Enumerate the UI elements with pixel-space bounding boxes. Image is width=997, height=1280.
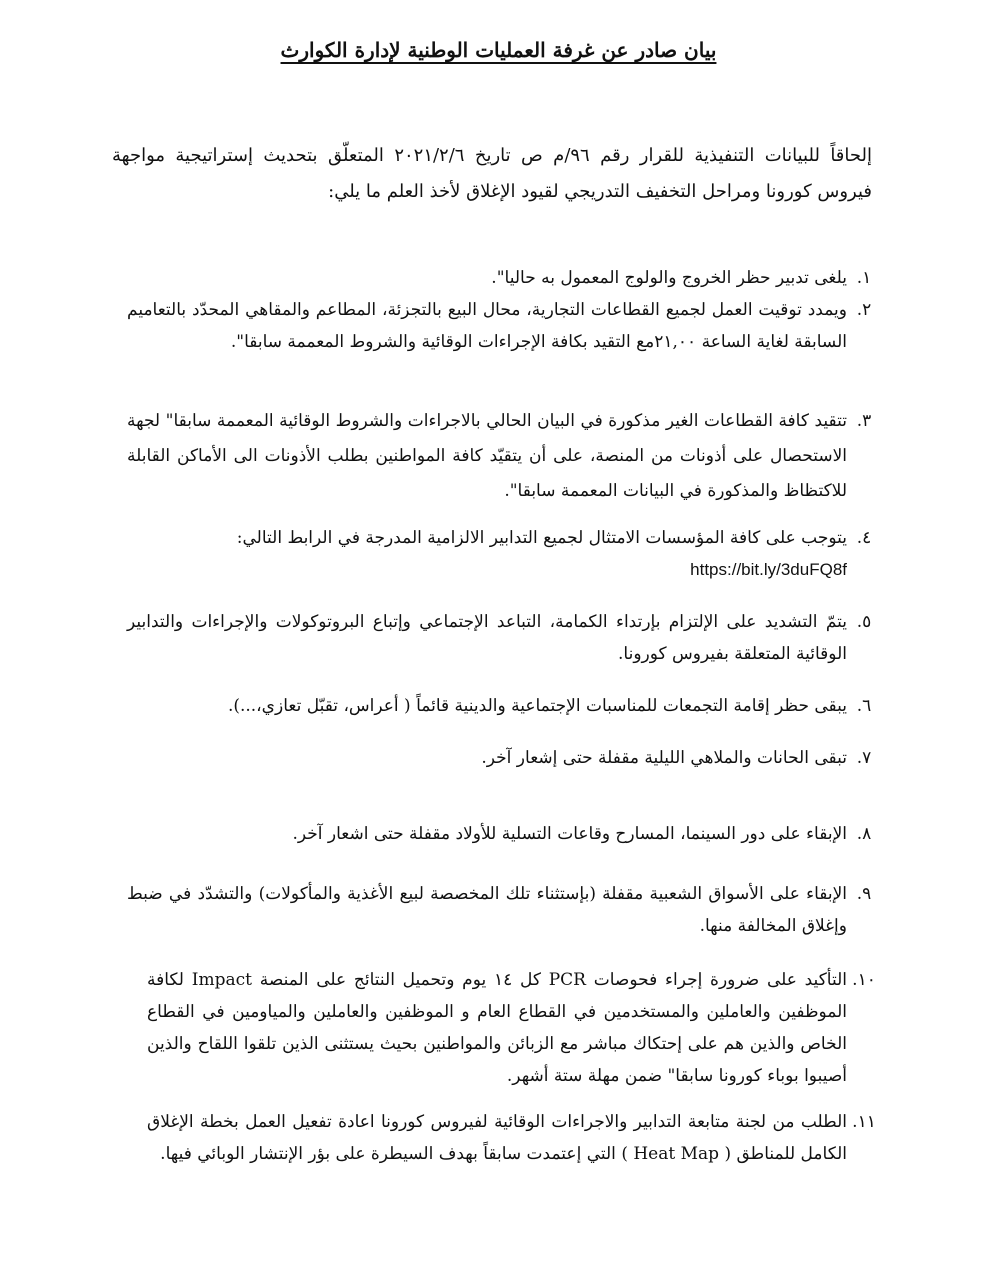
- list-item-1: [127, 262, 872, 294]
- list-item-7: [127, 742, 872, 774]
- document-title: بيان صادر عن غرفة العمليات الوطنية لإدارة الكوارث: [280, 38, 717, 62]
- item-number: ١٠.: [852, 970, 876, 990]
- intro-paragraph: إلحاقاً للبيانات التنفيذية للقرار رقم ٩٦/م ص تاريخ ٢٠٢١/٢/٦ المتعلّق بتحديث إستراتيجية مواجهة فيروس كورونا ومراحل التخفيف التدريجي لقيود الإغلاق لأخذ العلم ما يلي:: [112, 145, 872, 202]
- item-text: تبقى الحانات والملاهي الليلية مقفلة حتى إشعار آخر.: [481, 748, 847, 768]
- list-item-2: [127, 294, 872, 358]
- item-number: ٤.: [856, 528, 872, 548]
- item-number: ٩.: [856, 884, 872, 904]
- item-number: ٥.: [856, 612, 872, 632]
- item-text: يتمّ التشديد على الإلتزام بإرتداء الكمامة، التباعد الإجتماعي وإتباع البروتوكولات والإجراءات والتدابير الوقائية المتعلقة بفيروس كورونا.: [127, 612, 847, 664]
- item-number: ٦.: [856, 696, 872, 716]
- item-number: ٧.: [856, 748, 872, 768]
- item-text: التأكيد على ضرورة إجراء فحوصات PCR كل ١٤ يوم وتحميل النتائج على المنصة Impact لكافة الموظفين والعاملين والمستخدمين في القطاع العام و الموظفين والعاملين والمياومين في القطاع الخاص والذين هم على إحتكاك مباشر مع الزبائن والمواطنين بحيث يستثنى الذين تلقوا اللقاح والذين أصيبوا بوباء كورونا سابقا" ضمن مهلة ستة أشهر.: [147, 970, 847, 1086]
- list-item-3: [127, 404, 872, 509]
- list-item-6: [127, 690, 872, 722]
- item-number: ١.: [856, 268, 872, 288]
- item-number: ١١.: [852, 1112, 876, 1132]
- item-number: ٣.: [856, 411, 872, 431]
- item-number: ٢.: [856, 300, 872, 320]
- item-text: الطلب من لجنة متابعة التدابير والاجراءات الوقائية لفيروس كورونا اعادة تفعيل العمل بخطة الإغلاق الكامل للمناطق ( Heat Map ) التي إعتمدت سابقاً بهدف السيطرة على بؤر الإنتشار الوبائي فيها.: [147, 1112, 847, 1164]
- list-item-5: [127, 606, 872, 670]
- item-text: الإبقاء على الأسواق الشعبية مقفلة (بإستثناء تلك المخصصة لبيع الأغذية والمأكولات) والتشدّد في ضبط وإغلاق المخالفة منها.: [127, 884, 847, 936]
- item-text: يبقى حظر إقامة التجمعات للمناسبات الإجتماعية والدينية قائماً ( أعراس، تقبّل تعازي،...).: [227, 696, 847, 716]
- item-text: الإبقاء على دور السينما، المسارح وقاعات التسلية للأولاد مقفلة حتى اشعار آخر.: [292, 824, 847, 844]
- list-item-11: [147, 1106, 876, 1170]
- item-text: يتوجب على كافة المؤسسات الامتثال لجميع التدابير الالزامية المدرجة في الرابط التالي:: [236, 528, 847, 548]
- item-text: يلغى تدبير حظر الخروج والولوج المعمول به حاليا".: [491, 268, 847, 288]
- list-item-4: [127, 522, 872, 586]
- list-item-9: [127, 878, 872, 942]
- item-link[interactable]: https://bit.ly/3duFQ8f: [690, 560, 847, 579]
- item-text: تتقيد كافة القطاعات الغير مذكورة في البيان الحالي بالاجراءات والشروط الوقائية المعممة سابقا" لجهة الاستحصال على أذونات من المنصة، على أن يتقيّد كافة المواطنين بطلب الأذونات الى الأماكن القابلة للاكتظاظ والمذكورة في البيانات المعممة سابقا".: [127, 411, 847, 501]
- item-number: ٨.: [856, 824, 872, 844]
- list-item-10: [147, 964, 876, 1092]
- list-item-8: [127, 818, 872, 850]
- item-text: ويمدد توقيت العمل لجميع القطاعات التجارية، محال البيع بالتجزئة، المطاعم والمقاهي المحدّد بالتعاميم السابقة لغاية الساعة ٢١,٠٠مع التقيد بكافة الإجراءات الوقائية والشروط المعممة سابقا".: [127, 300, 847, 352]
